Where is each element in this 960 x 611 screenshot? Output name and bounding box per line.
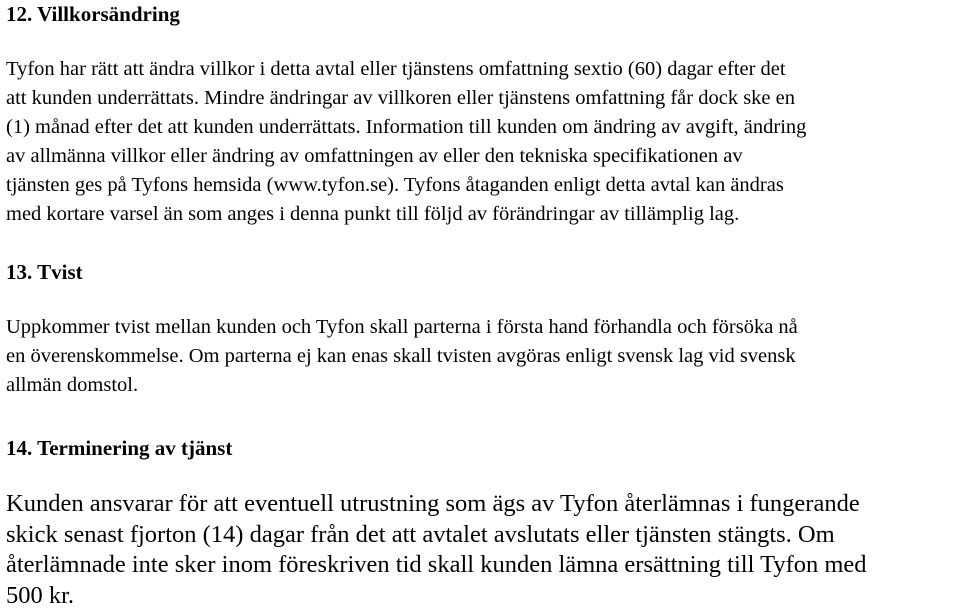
paragraph-line: skick senast fjorton (14) dagar från det att avtalet avslutats eller tjänsten stängts. Om: [6, 520, 954, 551]
paragraph-line: av allmänna villkor eller ändring av omfattningen av eller den tekniska specifikationen av: [6, 142, 954, 171]
section-13-paragraph: [6, 313, 954, 400]
paragraph-line: Uppkommer tvist mellan kunden och Tyfon skall parterna i första hand förhandla och försöka nå: [6, 313, 954, 342]
paragraph-line: tjänsten ges på Tyfons hemsida (www.tyfon.se). Tyfons åtaganden enligt detta avtal kan ändras: [6, 171, 954, 200]
section-13-heading: 13. Tvist: [6, 259, 83, 285]
paragraph-line: Kunden ansvarar för att eventuell utrustning som ägs av Tyfon återlämnas i fungerande: [6, 489, 954, 520]
section-12-heading: 12. Villkorsändring: [6, 1, 180, 27]
paragraph-line: en överenskommelse. Om parterna ej kan enas skall tvisten avgöras enligt svensk lag vid svensk: [6, 342, 954, 371]
section-12-paragraph: [6, 55, 954, 229]
paragraph-line: (1) månad efter det att kunden underrättats. Information till kunden om ändring av avgift, ändring: [6, 113, 954, 142]
section-14-paragraph: [6, 489, 954, 611]
paragraph-line: att kunden underrättats. Mindre ändringar av villkoren eller tjänstens omfattning får dock ske en: [6, 84, 954, 113]
paragraph-line: med kortare varsel än som anges i denna punkt till följd av förändringar av tillämplig lag.: [6, 200, 954, 229]
paragraph-line: 500 kr.: [6, 581, 954, 611]
paragraph-line: Tyfon har rätt att ändra villkor i detta avtal eller tjänstens omfattning sextio (60) dagar efter det: [6, 55, 954, 84]
section-14-heading: 14. Terminering av tjänst: [6, 435, 232, 461]
paragraph-line: återlämnade inte sker inom föreskriven tid skall kunden lämna ersättning till Tyfon med: [6, 550, 954, 581]
paragraph-line: allmän domstol.: [6, 371, 954, 400]
